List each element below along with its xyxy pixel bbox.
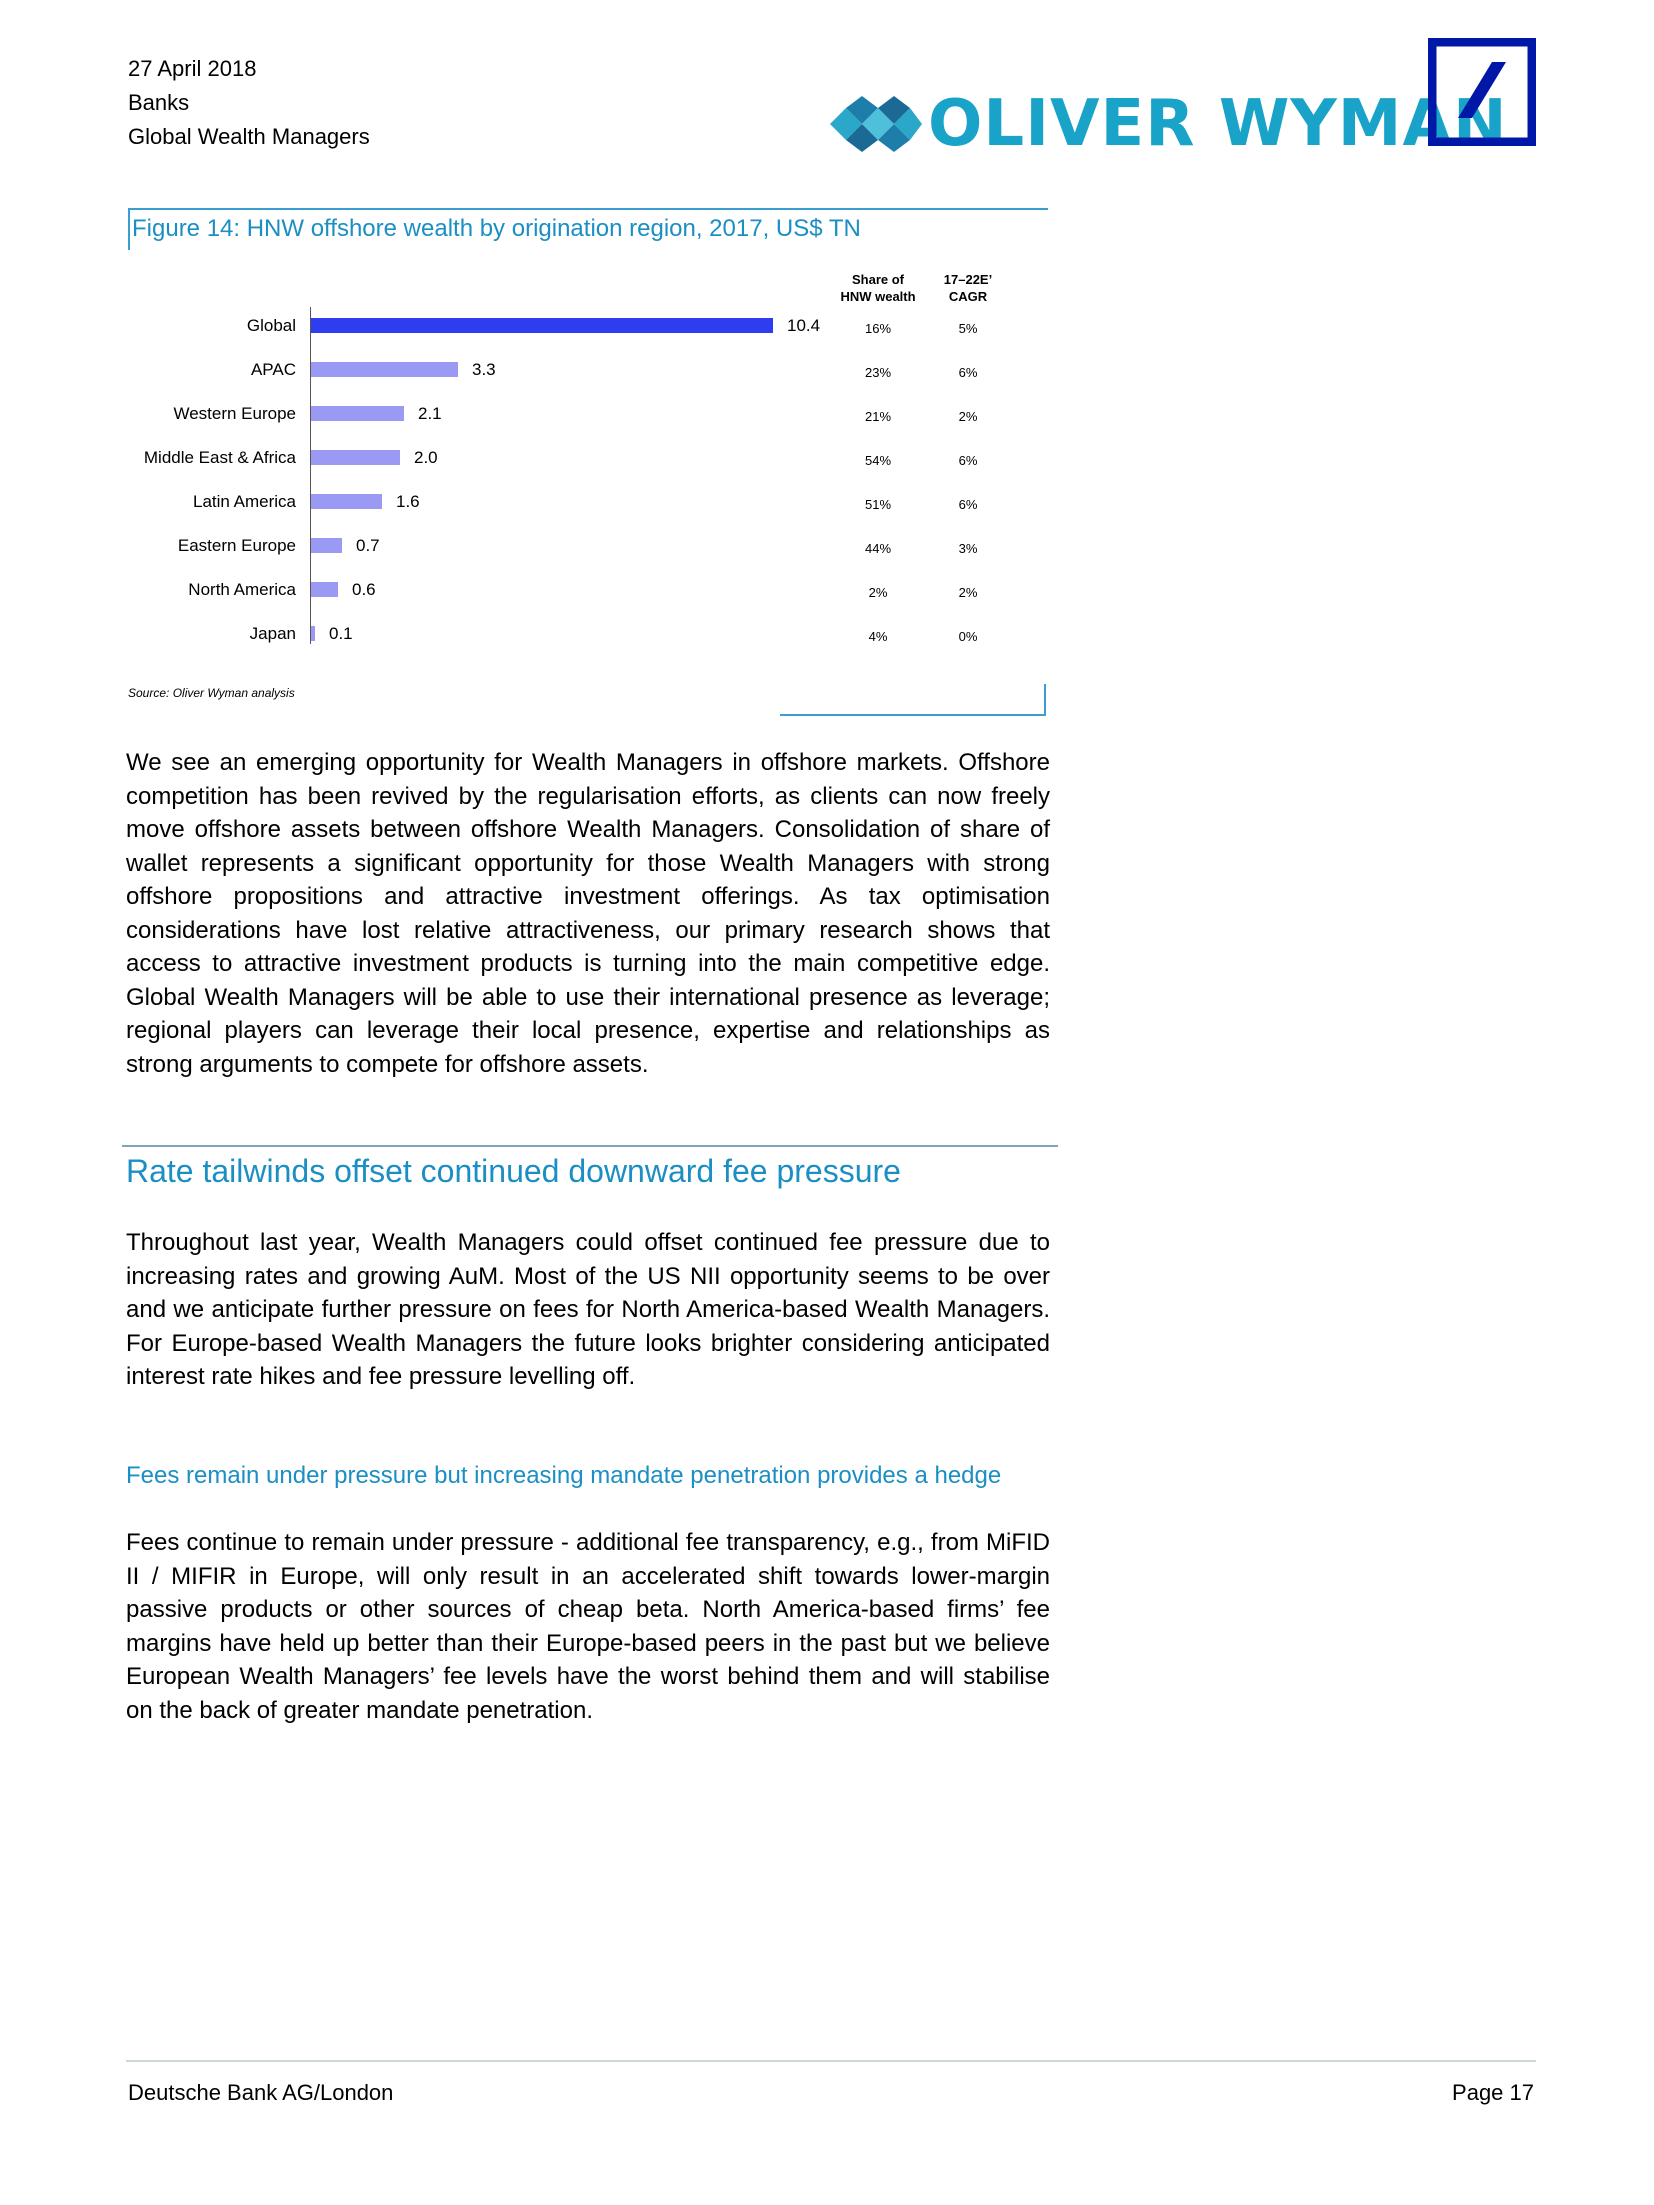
cagr-value-0: 5% bbox=[958, 321, 978, 336]
bar-6 bbox=[311, 582, 338, 597]
report-date: 27 April 2018 bbox=[128, 56, 257, 81]
bar-7 bbox=[311, 626, 315, 641]
cagr-value-3: 6% bbox=[958, 453, 978, 468]
col-header-share-line1: Share of bbox=[851, 272, 904, 287]
bar-value-4: 1.6 bbox=[396, 492, 420, 511]
share-value-1: 23% bbox=[864, 365, 892, 380]
col-header-cagr bbox=[908, 271, 1028, 305]
bar-value-1: 3.3 bbox=[472, 360, 496, 379]
share-value-5: 44% bbox=[864, 541, 892, 556]
bar-label-1: APAC bbox=[250, 360, 296, 379]
cagr-value-5: 3% bbox=[958, 541, 978, 556]
bar-4 bbox=[311, 494, 382, 509]
bar-label-5: Eastern Europe bbox=[177, 536, 296, 555]
footer-publisher: Deutsche Bank AG/London bbox=[128, 2080, 394, 2105]
paragraph-fee-pressure: Fees continue to remain under pressure - additional fee transparency, e.g., from MiFID II / MIFIR in Europe, will only result in an accelerated shift towards lower-margin passive products or other sources of cheap beta. North America-based firms’ fee margins have held up better than their Europe-based peers in the past but we believe European Wealth Managers’ fee levels have the worst behind them and will stabilise on the back of greater mandate penetration. bbox=[126, 1529, 1050, 1724]
oliver-wyman-wordmark: OLIVER WYMAN bbox=[928, 87, 1508, 161]
bar-label-0: Global bbox=[246, 316, 296, 335]
bar-label-3: Middle East & Africa bbox=[143, 448, 296, 467]
col-header-share-line2: HNW wealth bbox=[840, 289, 916, 304]
section-title: Rate tailwinds offset continued downward fee pressure bbox=[126, 1153, 901, 1189]
oliver-wyman-mark-icon bbox=[826, 96, 922, 152]
figure-frame-right bbox=[1044, 684, 1046, 716]
bar-value-3: 2.0 bbox=[414, 448, 438, 467]
share-value-3: 54% bbox=[864, 453, 892, 468]
figure-title: Figure 14: HNW offshore wealth by origination region, 2017, US$ TN bbox=[132, 215, 861, 242]
report-title: Global Wealth Managers bbox=[128, 124, 370, 149]
paragraph-rate-tailwinds: Throughout last year, Wealth Managers could offset continued fee pressure due to increasing rates and growing AuM. Most of the US NII opportunity seems to be over and we anticipate further pressure on fees for North America-based Wealth Managers. For Europe-based Wealth Managers the future looks brighter considering anticipated interest rate hikes and fee pressure levelling off. bbox=[126, 1229, 1050, 1390]
bar-label-4: Latin America bbox=[193, 492, 296, 511]
cagr-value-2: 2% bbox=[958, 409, 978, 424]
footer-page-number: Page 17 bbox=[1452, 2080, 1534, 2105]
col-header-cagr-line1: 17–22E’ bbox=[943, 272, 993, 287]
cagr-value-7: 0% bbox=[958, 629, 978, 644]
bar-value-7: 0.1 bbox=[329, 624, 353, 643]
figure-frame-left bbox=[128, 208, 130, 250]
deutsche-bank-logo-icon bbox=[1428, 38, 1536, 151]
oliver-wyman-logo bbox=[826, 96, 922, 157]
bar-3 bbox=[311, 450, 400, 465]
share-value-4: 51% bbox=[864, 497, 892, 512]
share-value-2: 21% bbox=[864, 409, 892, 424]
figure-frame-bottom bbox=[780, 714, 1046, 716]
section-divider bbox=[122, 1145, 1058, 1147]
bar-5 bbox=[311, 538, 342, 553]
figure-source: Source: Oliver Wyman analysis bbox=[128, 686, 295, 700]
figure-frame-top bbox=[128, 208, 1048, 210]
bar-value-0: 10.4 bbox=[787, 316, 821, 335]
bar-label-6: North America bbox=[188, 580, 296, 599]
cagr-value-4: 6% bbox=[958, 497, 978, 512]
paragraph-offshore-opportunity: We see an emerging opportunity for Wealth Managers in offshore markets. Offshore competition has been revived by the regularisation efforts, as clients can now freely move offshore assets between offshore Wealth Managers. Consolidation of share of wallet represents a significant opportunity for those Wealth Managers with strong offshore propositions and attractive investment offerings. As tax optimisation considerations have lost relative attractiveness, our primary research shows that access to attractive investment products is turning into the main competitive edge. Global Wealth Managers will be able to use their international presence as leverage; regional players can leverage their local presence, expertise and relationships as strong arguments to compete for offshore assets. bbox=[126, 749, 1050, 1078]
bar-label-7: Japan bbox=[249, 624, 296, 643]
footer-divider bbox=[126, 2060, 1536, 2062]
cagr-value-6: 2% bbox=[958, 585, 978, 600]
report-sector: Banks bbox=[128, 90, 190, 115]
subheading-fees: Fees remain under pressure but increasing mandate penetration provides a hedge bbox=[126, 1462, 1002, 1489]
bar-value-2: 2.1 bbox=[418, 404, 442, 423]
col-header-cagr-line2: CAGR bbox=[948, 289, 988, 304]
bar-value-5: 0.7 bbox=[356, 536, 380, 555]
share-value-6: 2% bbox=[868, 585, 888, 600]
share-value-7: 4% bbox=[868, 629, 888, 644]
bar-label-2: Western Europe bbox=[173, 404, 296, 423]
cagr-value-1: 6% bbox=[958, 365, 978, 380]
bar-0 bbox=[311, 318, 773, 333]
bar-1 bbox=[311, 362, 458, 377]
share-value-0: 16% bbox=[864, 321, 892, 336]
bar-value-6: 0.6 bbox=[352, 580, 376, 599]
bar-2 bbox=[311, 406, 404, 421]
